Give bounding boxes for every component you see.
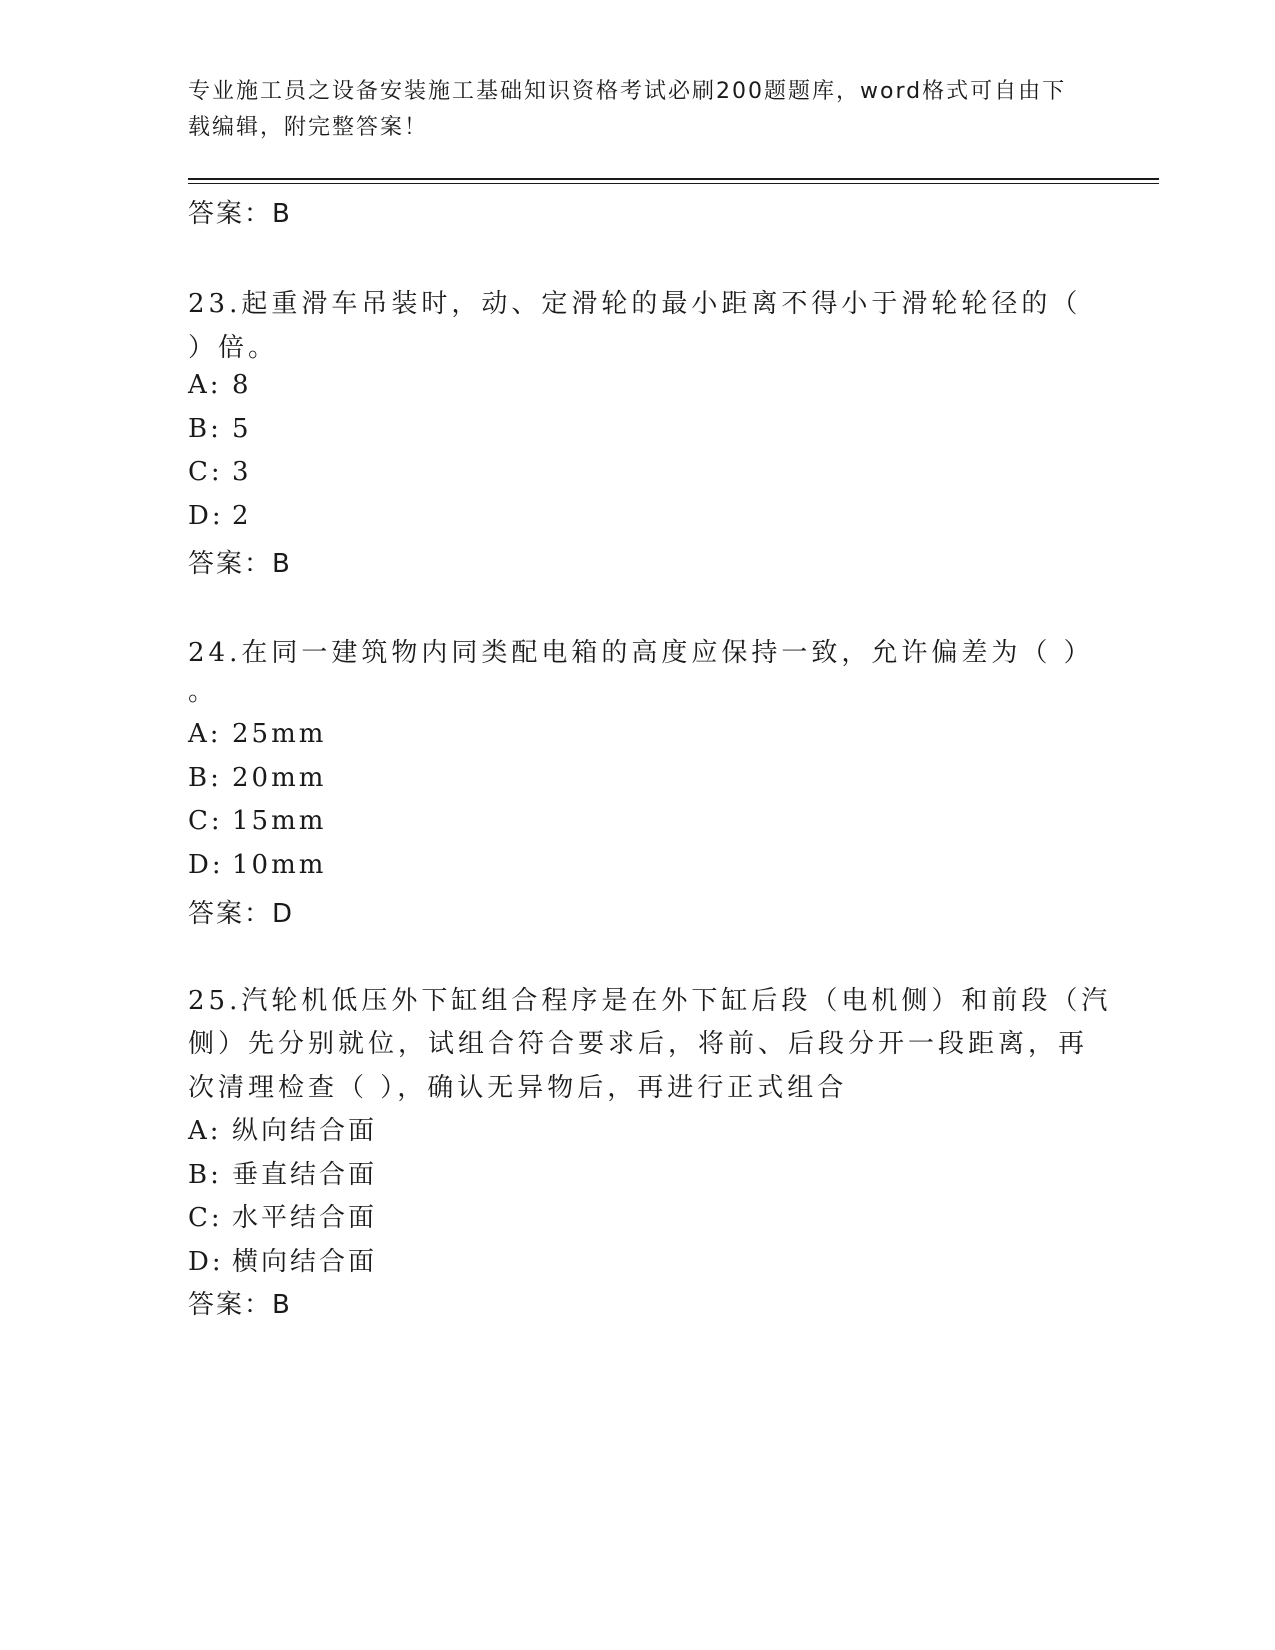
option-text: 8 xyxy=(232,370,252,400)
option-letter: D: xyxy=(188,1247,224,1277)
option-text: 20mm xyxy=(232,763,327,793)
option-b xyxy=(188,1154,377,1191)
option-c xyxy=(188,806,326,836)
question-23-line-2: ）倍。 xyxy=(188,333,279,363)
option-d xyxy=(188,1241,377,1278)
question-24-line-1: 24.在同一建筑物内同类配电箱的高度应保持一致，允许偏差为（ ） xyxy=(188,638,1094,668)
option-c xyxy=(188,457,252,487)
option-letter: C: xyxy=(188,457,223,487)
option-a xyxy=(188,719,326,749)
option-c xyxy=(188,1197,377,1234)
header-divider xyxy=(188,178,1159,180)
option-letter: A: xyxy=(188,1116,222,1146)
option-text: 2 xyxy=(232,501,252,531)
option-letter: C: xyxy=(188,1203,223,1233)
option-text: 25mm xyxy=(232,719,327,749)
option-letter: D: xyxy=(188,850,224,880)
option-letter: B: xyxy=(188,414,222,444)
option-text: 横向结合面 xyxy=(232,1247,378,1277)
option-text: 10mm xyxy=(232,850,327,880)
header-divider-thin xyxy=(188,183,1159,184)
answer-line: 答案：B xyxy=(188,549,292,579)
question-24-line-2: 。 xyxy=(188,677,219,707)
answer-line: 答案：D xyxy=(188,899,295,929)
question-25-line-2: 侧）先分别就位，试组合符合要求后，将前、后段分开一段距离，再 xyxy=(188,1029,1089,1059)
question-25-line-3: 次清理检查（ ），确认无异物后，再进行正式组合 xyxy=(188,1073,848,1103)
option-letter: B: xyxy=(188,763,222,793)
answer-line: 答案：B xyxy=(188,199,292,229)
option-a xyxy=(188,1110,377,1147)
option-letter: C: xyxy=(188,806,223,836)
answer-line: 答案：B xyxy=(188,1290,292,1320)
option-text: 纵向结合面 xyxy=(232,1116,378,1146)
document-header: 专业施工员之设备安装施工基础知识资格考试必刷200题题库，word格式可自由下载编辑，附完整答案！ xyxy=(188,79,1067,140)
question-25-line-1: 25.汽轮机低压外下缸组合程序是在外下缸后段（电机侧）和前段（汽 xyxy=(188,986,1112,1016)
option-text: 15mm xyxy=(232,806,327,836)
option-text: 5 xyxy=(232,414,252,444)
option-letter: B: xyxy=(188,1160,222,1190)
option-letter: D: xyxy=(188,501,224,531)
option-letter: A: xyxy=(188,719,222,749)
question-23-line-1: 23.起重滑车吊装时，动、定滑轮的最小距离不得小于滑轮轮径的（ xyxy=(188,289,1082,319)
option-text: 3 xyxy=(232,457,252,487)
option-text: 垂直结合面 xyxy=(232,1160,378,1190)
option-letter: A: xyxy=(188,370,222,400)
option-a xyxy=(188,370,252,400)
option-b xyxy=(188,763,326,793)
option-d xyxy=(188,850,326,880)
option-d xyxy=(188,501,252,531)
option-text: 水平结合面 xyxy=(232,1203,378,1233)
option-b xyxy=(188,414,252,444)
